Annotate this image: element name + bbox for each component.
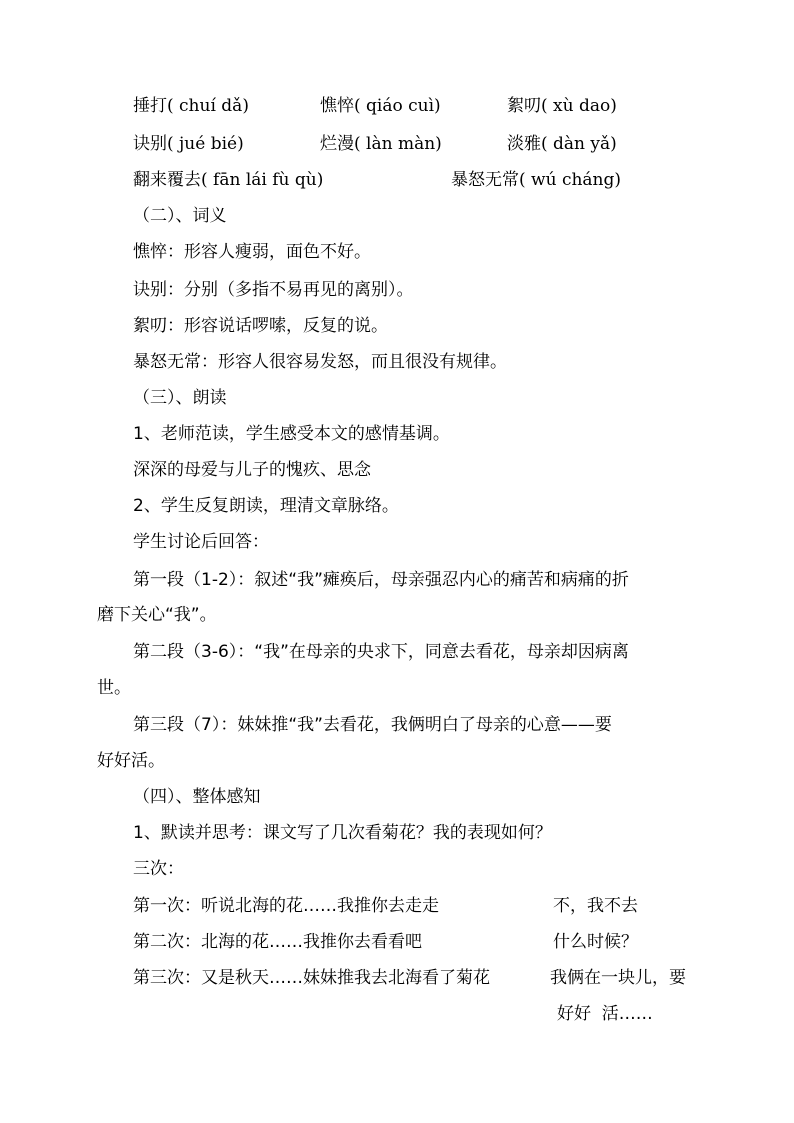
paragraph: 深深的母爱与儿子的愧疚、思念 bbox=[133, 460, 371, 480]
vocab-item: 翻来覆去( fān lái fù qù) bbox=[133, 170, 324, 190]
vocab-item: 絮叨( xù dao) bbox=[507, 96, 617, 116]
vocab-item: 烂漫( làn màn) bbox=[320, 134, 442, 154]
time-entry: 第一次：听说北海的花……我推你去走走 bbox=[133, 896, 439, 916]
time-reaction: 不，我不去 bbox=[553, 896, 638, 916]
time-entry: 第三次：又是秋天……妹妹推我去北海看了菊花 bbox=[133, 968, 490, 988]
paragraph: 第三段（7）：妹妹推“我”去看花，我俩明白了母亲的心意——要 bbox=[133, 715, 612, 735]
definition-item: 暴怒无常：形容人很容易发怒，而且很没有规律。 bbox=[133, 352, 507, 372]
time-entry: 第二次：北海的花……我推你去看看吧 bbox=[133, 932, 422, 952]
vocab-item: 憔悴( qiáo cuì) bbox=[320, 96, 441, 116]
vocab-item: 诀别( jué bié) bbox=[133, 134, 244, 154]
vocab-item: 淡雅( dàn yǎ) bbox=[507, 134, 617, 154]
time-reaction-continuation: 好好 活…… bbox=[557, 1004, 653, 1024]
paragraph: 好好活。 bbox=[97, 751, 165, 771]
definition-item: 诀别：分别（多指不易再见的离别）。 bbox=[133, 280, 414, 300]
paragraph: 第二段（3-6）：“我”在母亲的央求下，同意去看花，母亲却因病离 bbox=[133, 642, 629, 662]
paragraph: 磨下关心“我”。 bbox=[97, 605, 217, 625]
time-reaction: 什么时候？ bbox=[553, 932, 638, 952]
section-heading: （三）、朗读 bbox=[133, 388, 227, 408]
definition-item: 絮叨：形容说话啰嗦，反复的说。 bbox=[133, 316, 388, 336]
vocab-item: 捶打( chuí dǎ) bbox=[133, 96, 249, 116]
paragraph: 第一段（1-2）：叙述“我”瘫痪后，母亲强忍内心的痛苦和病痛的折 bbox=[133, 570, 629, 590]
section-heading: （四）、整体感知 bbox=[133, 787, 261, 807]
time-reaction: 我俩在一块儿，要 bbox=[550, 968, 686, 988]
paragraph: 1、默读并思考：课文写了几次看菊花？我的表现如何？ bbox=[133, 823, 552, 843]
vocab-item: 暴怒无常( wú cháng) bbox=[451, 170, 622, 190]
paragraph: 世。 bbox=[97, 678, 131, 698]
definition-item: 憔悴：形容人瘦弱，面色不好。 bbox=[133, 242, 371, 262]
section-heading: （二）、词义 bbox=[133, 206, 227, 226]
paragraph: 1、老师范读，学生感受本文的感情基调。 bbox=[133, 424, 450, 444]
paragraph: 学生讨论后回答： bbox=[133, 532, 269, 552]
paragraph: 2、学生反复朗读，理清文章脉络。 bbox=[133, 496, 399, 516]
paragraph: 三次： bbox=[133, 859, 184, 879]
